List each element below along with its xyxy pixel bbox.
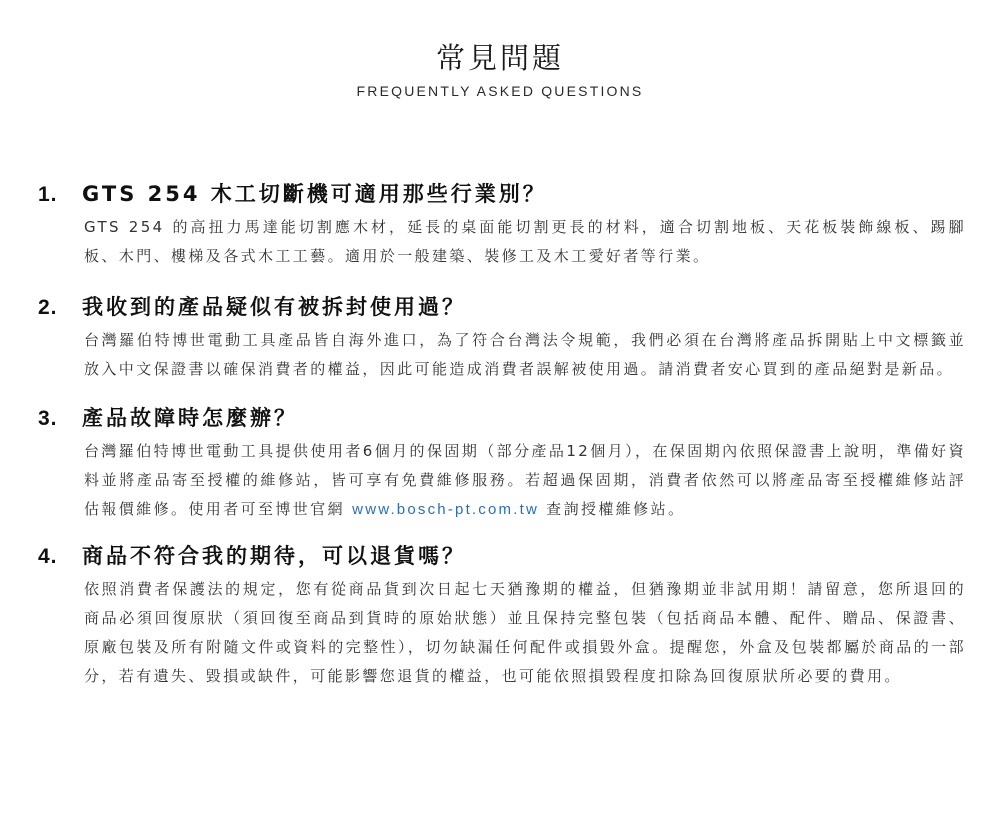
faq-question-text: 產品故障時怎麼辦？ [82, 406, 298, 430]
faq-answer [84, 437, 966, 524]
faq-answer-text: 台灣羅伯特博世電動工具提供使用者6個月的保固期（部分產品12個月），在保固期內依照保證書上說明，準備好資料並將產品寄至授權的維修站，皆可享有免費維修服務。若超過保固期，消費者依然可以將產品寄至授權維修站評估報價維修。使用者可至博世官網 [84, 442, 966, 518]
faq-answer: 依照消費者保護法的規定，您有從商品貨到次日起七天猶豫期的權益，但猶豫期並非試用期！請留意，您所退回的商品必須回復原狀（須回復至商品到貨時的原始狀態）並且保持完整包裝（包括商品本體、配件、贈品、保證書、原廠包裝及所有附隨文件或資料的完整性），切勿缺漏任何配件或損毀外盒。提醒您，外盒及包裝都屬於商品的一部分，若有遺失、毀損或缺件，可能影響您退貨的權益，也可能依照損毀程度扣除為回復原狀所必要的費用。 [84, 580, 966, 685]
page-title: 常見問題 [435, 41, 564, 75]
page-header [0, 38, 1000, 100]
page-subtitle: FREQUENTLY ASKED QUESTIONS [356, 83, 644, 99]
faq-question-text: 商品不符合我的期待，可以退貨嗎？ [82, 544, 466, 568]
faq-item-3 [38, 402, 968, 524]
faq-answer-text: 查詢授權維修站。 [539, 500, 686, 518]
faq-question [38, 178, 968, 211]
faq-item-1 [38, 178, 968, 271]
faq-list [38, 178, 968, 691]
faq-question-text: 我收到的產品疑似有被拆封使用過？ [82, 295, 466, 319]
faq-question [38, 402, 968, 435]
faq-number: 4. [38, 545, 58, 568]
faq-item-4 [38, 540, 968, 691]
faq-number: 3. [38, 407, 58, 430]
faq-question-text: GTS 254 木工切斷機可適用那些行業別？ [82, 182, 547, 206]
faq-answer: 台灣羅伯特博世電動工具產品皆自海外進口，為了符合台灣法令規範，我們必須在台灣將產品拆開貼上中文標籤並放入中文保證書以確保消費者的權益，因此可能造成消費者誤解被使用過。請消費者安心買到的產品絕對是新品。 [84, 331, 966, 378]
bosch-website-link[interactable]: www.bosch-pt.com.tw [352, 501, 540, 518]
faq-answer: GTS 254 的高扭力馬達能切割應木材，延長的桌面能切割更長的材料，適合切割地板、天花板裝飾線板、踢腳板、木門、樓梯及各式木工工藝。適用於一般建築、裝修工及木工愛好者等行業。 [84, 218, 966, 265]
faq-item-2 [38, 291, 968, 384]
faq-number: 1. [38, 183, 58, 206]
faq-question [38, 540, 968, 573]
faq-number: 2. [38, 296, 58, 319]
faq-question [38, 291, 968, 324]
